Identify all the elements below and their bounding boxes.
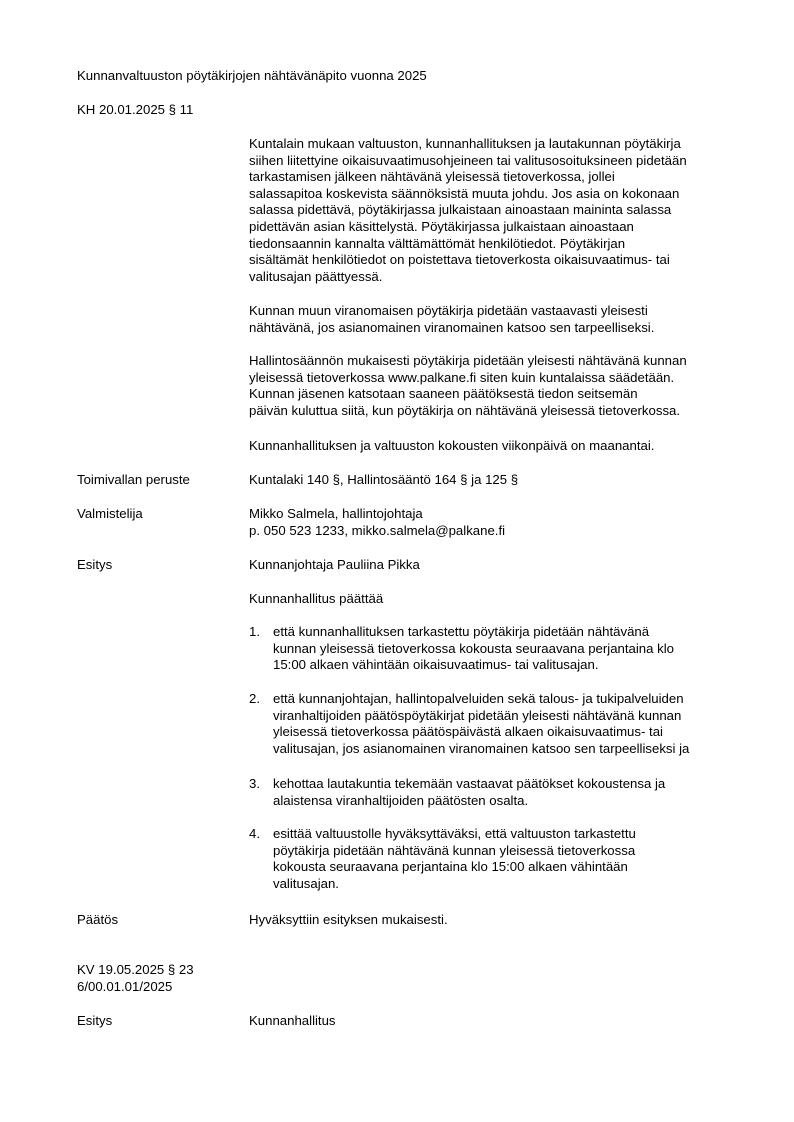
esitys2-label: Esitys [77, 1013, 113, 1028]
item-number: 4. [249, 826, 260, 841]
text-line: viranhaltijoiden päätöspöytäkirjat pidetään yleisesti nähtävänä kunnan [273, 707, 682, 723]
text-line: Hallintosäännön mukaisesti pöytäkirja pidetään yleisesti nähtävänä kunnan [249, 353, 687, 368]
text-line: kokousta seuraavana perjantaina klo 15:00 alkaen vähintään [273, 859, 628, 875]
text-line: 15:00 alkaen vähintään oikaisuvaatimus- tai valitusajan. [273, 657, 599, 673]
text-line: päivän kuluttua siitä, kun pöytäkirja on nähtävänä yleisessä tietoverkossa. [249, 402, 681, 418]
text-line: pöytäkirja pidetään nähtävänä kunnan yleisessä tietoverkossa [273, 842, 636, 858]
kh-reference: KH 20.01.2025 § 11 [77, 102, 194, 117]
text-line: valitusajan. [273, 875, 339, 891]
list-item-3 [273, 776, 753, 809]
toimivalta-label: Toimivallan peruste [77, 472, 190, 487]
intro-paragraph-1 [249, 136, 749, 285]
esitys-presenter: Kunnanjohtaja Pauliina Pikka [249, 557, 420, 572]
esitys-decides: Kunnanhallitus päättää [249, 591, 384, 606]
text-line: pidettävän asian käsittelystä. Pöytäkirjassa julkaistaan ainoastaan [249, 218, 634, 234]
paatos-label: Päätös [77, 912, 119, 927]
valmistelija-label: Valmistelija [77, 506, 143, 521]
text-line: sisältämät henkilötiedot on poistettava tietoverkosta oikaisuvaatimus- tai [249, 252, 670, 268]
kv-reference: KV 19.05.2025 § 23 [77, 962, 194, 977]
toimivalta-value: Kuntalaki 140 §, Hallintosääntö 164 § ja 125 § [249, 472, 519, 487]
esitys2-value: Kunnanhallitus [249, 1013, 336, 1028]
text-line: yleisessä tietoverkossa www.palkane.fi siten kuin kuntalaissa säädetään. [249, 369, 675, 385]
item-number: 2. [249, 691, 260, 706]
item-number: 1. [249, 624, 260, 639]
text-line: Kunnan jäsenen katsotaan saaneen päätöksestä tiedon seitsemän [249, 386, 638, 402]
intro-paragraph-4 [249, 438, 749, 455]
diary-number: 6/00.01.01/2025 [77, 979, 173, 994]
valmistelija-value [249, 506, 749, 539]
text-line: valitusajan, jos asianomainen viranomainen katsoo sen tarpeelliseksi ja [273, 740, 690, 756]
preparer-name: Mikko Salmela, hallintojohtaja [249, 506, 423, 521]
preparer-contact: p. 050 523 1233, mikko.salmela@palkane.fi [249, 522, 506, 538]
text-line: kunnan yleisessä tietoverkossa kokousta seuraavana perjantaina klo [273, 640, 674, 656]
text-line: salassa pidettävä, pöytäkirjassa julkaistaan ainoastaan maininta salassa [249, 202, 672, 218]
text-line: nähtävänä, jos asianomainen viranomainen katsoo sen tarpeelliseksi. [249, 319, 655, 335]
text-line: siihen liitettyine oikaisuvaatimusohjeineen tai valitusosoituksineen pidetään [249, 152, 687, 168]
text-line: kehottaa lautakuntia tekemään vastaavat päätökset kokoustensa ja [273, 776, 666, 791]
text-line: että kunnanjohtajan, hallintopalveluiden sekä talous- ja tukipalveluiden [273, 691, 684, 706]
text-line: esittää valtuustolle hyväksyttäväksi, että valtuuston tarkastettu [273, 826, 636, 841]
paatos-value: Hyväksyttiin esityksen mukaisesti. [249, 912, 448, 927]
text-line: alaistensa viranhaltijoiden päätösten osalta. [273, 792, 529, 808]
text-line: Kunnan muun viranomaisen pöytäkirja pidetään vastaavasti yleisesti [249, 303, 648, 318]
list-item-1 [273, 624, 753, 674]
document-title: Kunnanvaltuuston pöytäkirjojen nähtävänäpito vuonna 2025 [77, 68, 427, 83]
text-line: että kunnanhallituksen tarkastettu pöytäkirja pidetään nähtävänä [273, 624, 650, 639]
intro-paragraph-3 [249, 353, 749, 419]
text-line: valitusajan päättyessä. [249, 268, 383, 284]
text-line: Kuntalain mukaan valtuuston, kunnanhallituksen ja lautakunnan pöytäkirja [249, 136, 681, 151]
esitys-label: Esitys [77, 557, 113, 572]
list-item-2 [273, 691, 753, 757]
item-number: 3. [249, 776, 260, 791]
text-line: Kunnanhallituksen ja valtuuston kokousten viikonpäivä on maanantai. [249, 438, 655, 453]
text-line: salassapitoa koskevista säännöksistä muuta johdu. Jos asia on kokonaan [249, 185, 680, 201]
intro-paragraph-2 [249, 303, 749, 336]
list-item-4 [273, 826, 753, 892]
text-line: tarkastamisen jälkeen nähtävänä yleisessä tietoverkossa, jollei [249, 169, 615, 185]
text-line: yleisessä tietoverkossa päätöspäivästä alkaen oikaisuvaatimus- tai [273, 724, 663, 740]
text-line: tiedonsaannin kannalta välttämättömät henkilötiedot. Pöytäkirjan [249, 235, 626, 251]
